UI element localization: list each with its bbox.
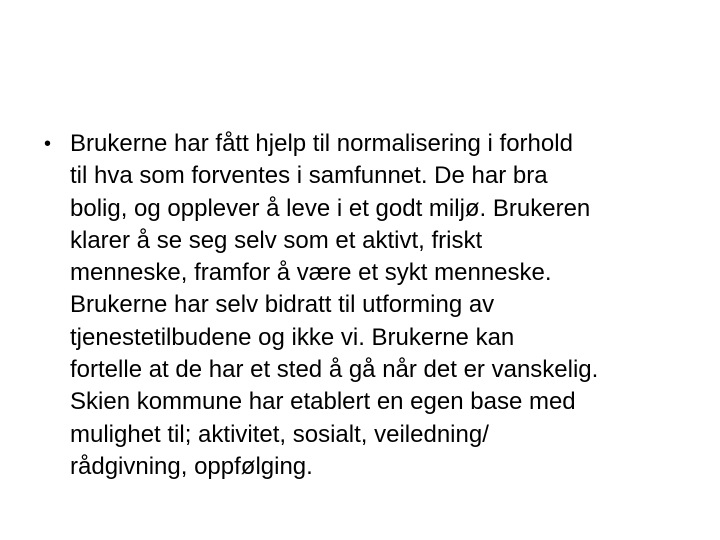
paragraph-line: tjenestetilbudene og ikke vi. Brukerne kan [70,323,515,351]
paragraph-line: mulighet til; aktivitet, sosialt, veiledning/ [70,420,489,448]
paragraph-line: til hva som forventes i samfunnet. De har bra [70,162,548,190]
paragraph-line: Brukerne har fått hjelp til normalisering i forhold [70,130,573,157]
paragraph-line: Skien kommune har etablert en egen base med [70,388,576,416]
paragraph-line: bolig, og opplever å leve i et godt miljø. Brukeren [70,194,591,222]
bullet-item [44,128,704,483]
paragraph-line: Brukerne har selv bidratt til utforming av [70,291,495,319]
bullet-icon: • [44,133,52,155]
bullet-list [44,128,704,483]
paragraph-line: rådgivning, oppfølging. [70,452,313,480]
paragraph-line: fortelle at de har et sted å gå når det er vanskelig. [70,356,599,384]
paragraph-line: menneske, framfor å være et sykt menneske. [70,259,552,287]
paragraph-line: klarer å se seg selv som et aktivt, friskt [70,226,483,254]
